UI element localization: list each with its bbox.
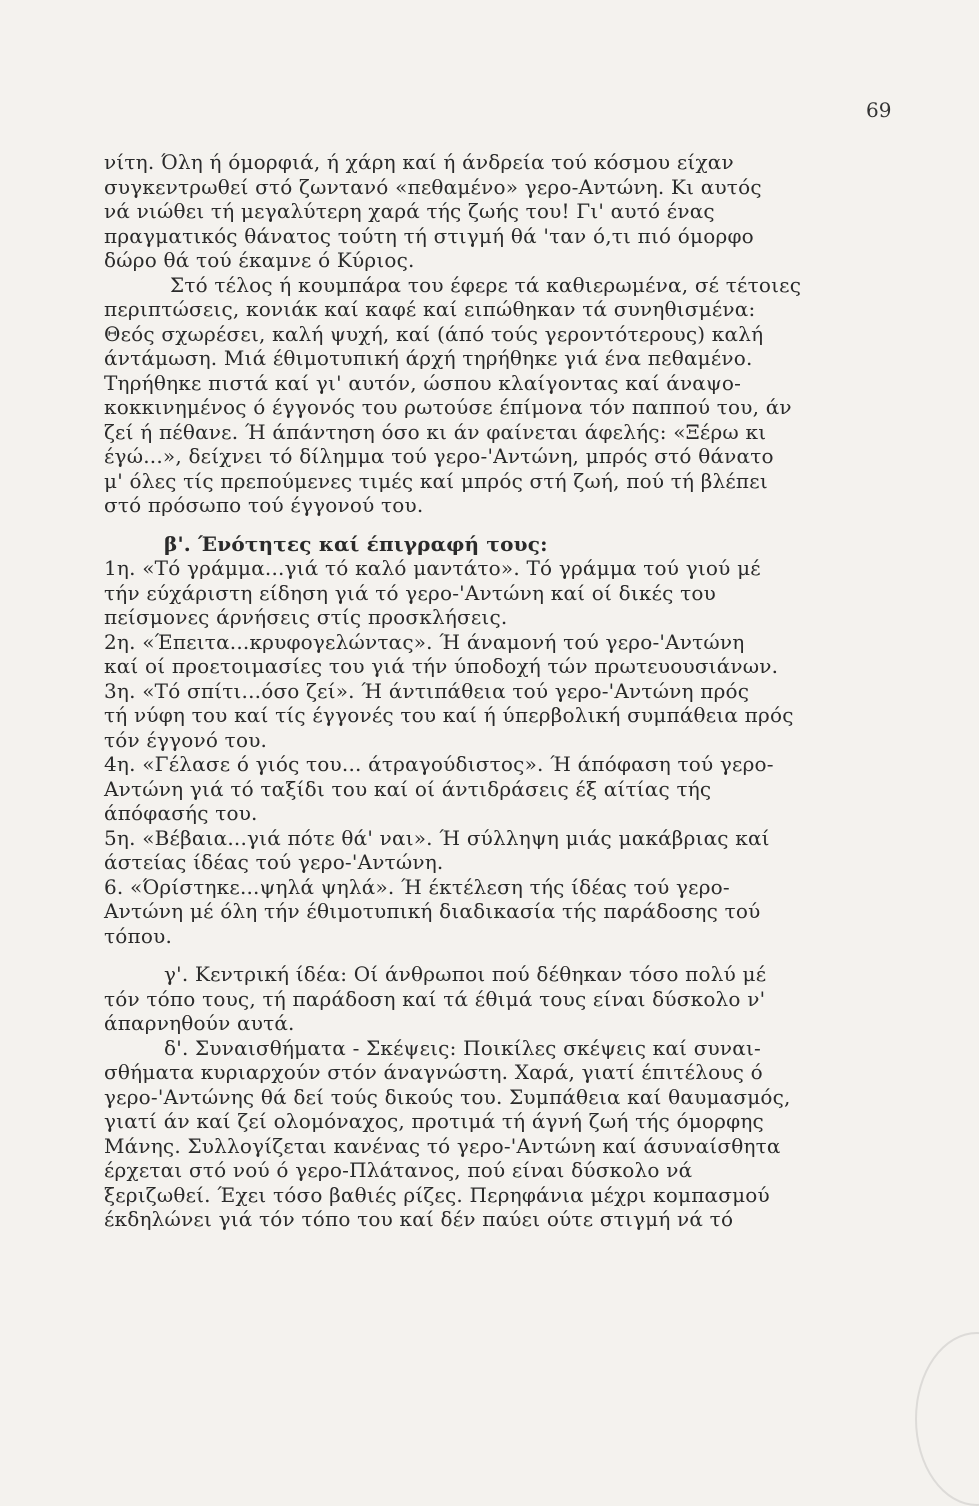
text-line: τόν έγγονό του. <box>104 727 268 752</box>
text-line: γ'. Κεντρική ίδέα: Οί άνθρωποι πού δέθηκαν τόσο πολύ μέ <box>164 962 767 986</box>
text-line: Αντώνη μέ όλη τήν έθιμοτυπική διαδικασία τής παράδοσης τού <box>104 899 761 923</box>
text-line: ξεριζωθεί. Έχει τόσο βαθιές ρίζες. Περηφάνια μέχρι κομπασμού <box>104 1182 770 1207</box>
text-line: καί οί προετοιμασίες του γιά τήν ύποδοχή τών πρωτευουσιάνων. <box>104 654 779 678</box>
text-line: πείσμονες άρνήσεις στίς προσκλήσεις. <box>104 605 508 629</box>
text-line: Στό τέλος ή κουμπάρα του έφερε τά καθιερωμένα, σέ τέτοιες <box>170 272 802 297</box>
text-line: στό πρόσωπο τού έγγονού του. <box>104 493 424 517</box>
text-line: δώρο θά τού έκαμνε ό Κύριος. <box>104 248 415 272</box>
text-line: άστείας ίδέας τού γερο-'Αντώνη. <box>104 850 444 874</box>
text-line: άπόφασής του. <box>104 801 258 825</box>
text-line: 4η. «Γέλασε ό γιός του... άτραγούδιστος». Ή άπόφαση τού γερο- <box>104 752 774 776</box>
text-line: 5η. «Βέβαια...γιά πότε θά' ναι». Ή σύλληψη μιάς μακάβριας καί <box>104 825 770 850</box>
text-line: τήν εύχάριστη είδηση γιά τό γερο-'Αντώνη καί οί δικές του <box>104 580 716 605</box>
text-line: τόν τόπο τους, τή παράδοση καί τά έθιμά τους είναι δύσκολο ν' <box>104 986 766 1011</box>
text-line: νά νιώθει τή μεγαλύτερη χαρά τής ζωής του! Γι' αυτό ένας <box>104 199 715 223</box>
text-line: τόπου. <box>104 923 173 948</box>
text-line: άντάμωση. Μιά έθιμοτυπική άρχή τηρήθηκε γιά ένα πεθαμένο. <box>104 346 753 370</box>
text-line: έγώ...», δείχνει τό δίλημμα τού γερο-'Αντώνη, μπρός στό θάνατο <box>104 444 774 468</box>
section-heading: β'. Ένότητες καί έπιγραφή τους: <box>164 531 548 556</box>
text-line: Θεός σχωρέσει, καλή ψυχή, καί (άπό τούς γεροντότερους) καλή <box>104 321 764 346</box>
text-line: δ'. Συναισθήματα - Σκέψεις: Ποικίλες σκέψεις καί συναι- <box>164 1035 761 1060</box>
page-number: 69 <box>866 98 892 122</box>
text-line: ζεί ή πέθανε. Ή άπάντηση όσο κι άν φαίνεται άφελής: «Ξέρω κι <box>104 419 767 444</box>
library-stamp <box>915 1332 979 1506</box>
text-line: γερο-'Αντώνης θά δεί τούς δικούς του. Συμπάθεια καί θαυμασμός, <box>104 1084 791 1109</box>
text-line: μ' όλες τίς πρεπούμενες τιμές καί μπρός στή ζωή, πού τή βλέπει <box>104 468 768 493</box>
text-line: συγκεντρωθεί στό ζωντανό «πεθαμένο» γερο-Αντώνη. Κι αυτός <box>104 174 762 199</box>
text-line: 3η. «Τό σπίτι...όσο ζεί». Ή άντιπάθεια τού γερο-'Αντώνη πρός <box>104 678 750 703</box>
text-line: άπαρνηθούν αυτά. <box>104 1011 295 1035</box>
text-line: σθήματα κυριαρχούν στόν άναγνώστη. Χαρά, γιατί έπιτέλους ό <box>104 1060 763 1084</box>
text-line: έκδηλώνει γιά τόν τόπο του καί δέν παύει ούτε στιγμή νά τό <box>104 1207 734 1231</box>
text-line: νίτη. Όλη ή όμορφιά, ή χάρη καί ή άνδρεία τού κόσμου είχαν <box>104 150 734 174</box>
text-line: πραγματικός θάνατος τούτη τή στιγμή θά 'ταν ό,τι πιό όμορφο <box>104 223 754 248</box>
text-line: έρχεται στό νού ό γερο-Πλάτανος, πού είναι δύσκολο νά <box>104 1158 693 1182</box>
text-line: γιατί άν καί ζεί ολομόναχος, προτιμά τή άγνή ζωή τής όμορφης <box>104 1109 764 1133</box>
text-line: Τηρήθηκε πιστά καί γι' αυτόν, ώσπου κλαίγοντας καί άναψο- <box>104 370 742 395</box>
text-line: 6. «Όρίστηκε...ψηλά ψηλά». Ή έκτέλεση τής ίδέας τού γερο- <box>104 874 730 899</box>
text-line: 1η. «Τό γράμμα...γιά τό καλό μαντάτο». Τό γράμμα τού γιού μέ <box>104 556 761 580</box>
text-line: Αντώνη γιά τό ταξίδι του καί οί άντιδράσεις έξ αίτίας τής <box>104 776 712 801</box>
text-line: Μάνης. Συλλογίζεται κανένας τό γερο-'Αντώνη καί άσυναίσθητα <box>104 1133 781 1158</box>
page-body <box>104 150 904 1232</box>
text-line: 2η. «Έπειτα...κρυφογελώντας». Ή άναμονή τού γερο-'Αντώνη <box>104 629 745 654</box>
text-line: κοκκινημένος ό έγγονός του ρωτούσε έπίμονα τόν παππού του, άν <box>104 395 792 419</box>
text-line: τή νύφη του καί τίς έγγονές του καί ή ύπερβολική συμπάθεια πρός <box>104 703 794 727</box>
text-line: περιπτώσεις, κονιάκ καί καφέ καί ειπώθηκαν τά συνηθισμένα: <box>104 297 756 321</box>
